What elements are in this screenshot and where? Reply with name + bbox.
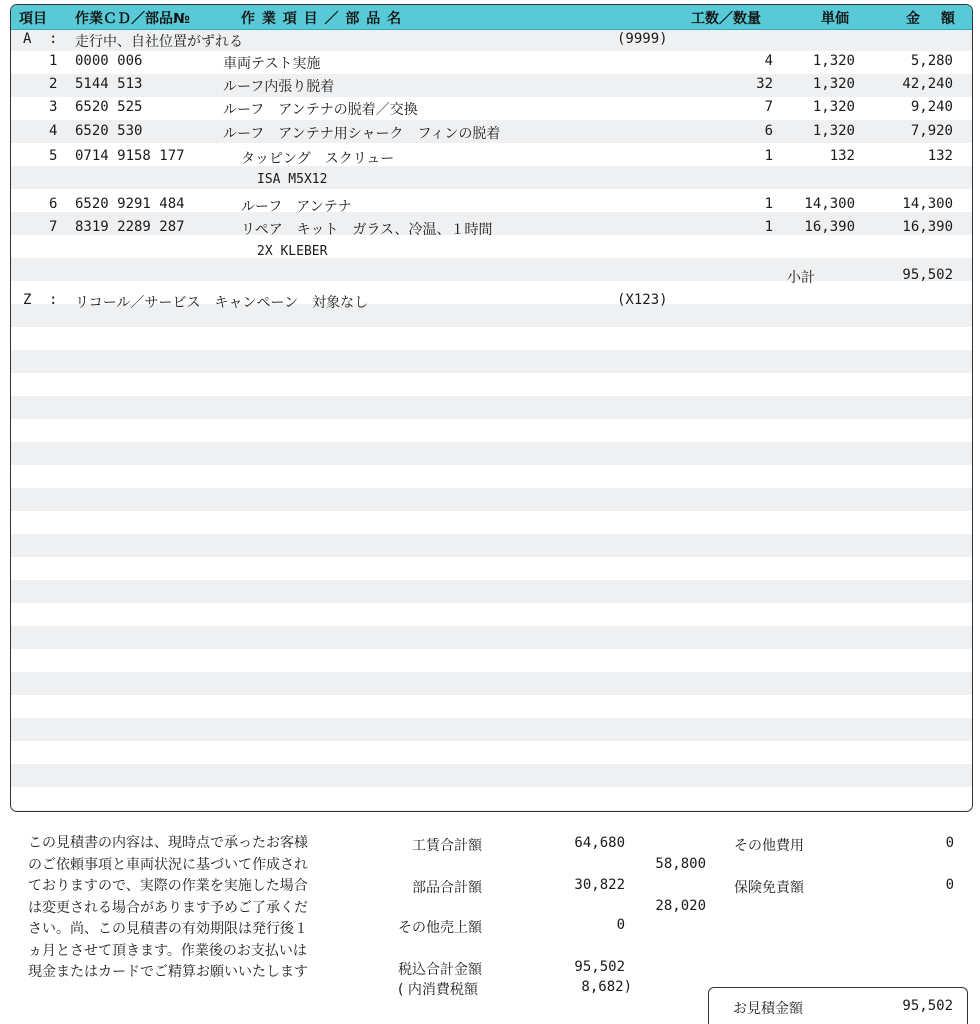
subtotal-value: 95,502 [902,267,953,283]
row-price: 16,390 [804,219,855,235]
estimate-table [10,4,973,812]
notice-line: この見積書の内容は、現時点で承ったお客様 [28,835,308,851]
header-amount: 金 額 [906,11,963,27]
row-name: 車両テスト実施 [223,56,321,72]
other-cost-label: その他費用 [734,838,804,854]
row-amount: 132 [927,148,953,164]
row-price: 1,320 [812,76,855,92]
tax-included-total-label: 税込合計金額 [398,962,482,978]
notice-line: ておりますので、実際の作業を実施した場合 [28,878,308,894]
row-qty: 1 [764,148,773,164]
parts-total-label: 部品合計額 [412,880,482,896]
notice-line: ヵ月とさせて頂きます。作業後のお支払いは [28,942,307,959]
labor-total-value: 64,680 [574,835,625,851]
row-no: 7 [49,219,58,235]
row-amount: 5,280 [910,53,953,69]
row-amount: 14,300 [902,196,953,212]
labor-total-label: 工賃合計額 [412,838,482,854]
insurance-deductible-label: 保険免責額 [734,880,804,896]
row-code: 5144 513 [75,76,143,92]
group-z-label: Z [23,292,32,308]
parts-total-sub: 28,020 [655,898,706,914]
group-a-title: 走行中、自社位置がずれる [75,34,243,50]
row-amount: 7,920 [910,123,953,139]
header-qty: 工数／数量 [691,11,761,27]
estimate-total-label: お見積金額 [733,1001,803,1017]
row-qty: 32 [756,76,773,92]
row-price: 1,320 [812,99,855,115]
row-no: 3 [49,99,58,115]
row-name: ルーフ内張り脱着 [223,79,335,95]
row-name: タッピング スクリュー [241,151,395,167]
other-sales-label: その他売上額 [398,920,482,936]
row-qty: 6 [764,123,773,139]
group-a-label: A [23,31,32,47]
notice-line: さい。尚、この見積書の有効期限は発行後１ [28,921,308,937]
row-qty: 1 [764,196,773,212]
row-no: 1 [49,53,58,69]
header-name: 作 業 項 目 ／ 部 品 名 [241,11,403,27]
tax-included-total-value: 95,502 [574,959,625,975]
row-subtext: 2X KLEBER [257,244,328,259]
estimate-total-box [708,987,968,1024]
row-no: 2 [49,76,58,92]
group-z-sep: : [49,292,58,308]
insurance-deductible-value: 0 [945,877,954,893]
estimate-notice [28,833,368,984]
estimate-total-value: 95,502 [902,998,953,1014]
row-no: 6 [49,196,58,212]
row-subtext: ISA M5X12 [257,172,328,187]
notice-line: のご依頼事項と車両状況に基づいて作成され [28,856,308,873]
other-cost-value: 0 [945,835,954,851]
row-qty: 7 [764,99,773,115]
row-no: 5 [49,148,58,164]
consumption-tax-label: ( 内消費税額 [398,982,478,998]
row-code: 6520 525 [75,99,143,115]
row-code: 0000 006 [75,53,143,69]
header-unit-price: 単価 [821,11,849,27]
group-z-title: リコール／サービス キャンペーン 対象なし [75,295,369,311]
header-code: 作業ＣＤ／部品№ [75,11,190,27]
row-name: ルーフ アンテナ [241,199,352,215]
parts-total-value: 30,822 [574,877,625,893]
row-name: リペア キット ガラス、冷温、１時間 [241,222,493,238]
labor-total-sub: 58,800 [655,856,706,872]
row-code: 0714 9158 177 [75,148,185,164]
row-name: ルーフ アンテナ用シャーク フィンの脱着 [223,126,501,142]
group-a-code: (9999) [617,31,668,47]
row-price: 132 [829,148,855,164]
row-amount: 42,240 [902,76,953,92]
subtotal-label: 小計 [787,270,815,286]
table-header [11,5,972,30]
consumption-tax-value: 8,682) [581,979,632,995]
row-price: 14,300 [804,196,855,212]
row-amount: 16,390 [902,219,953,235]
group-a-sep: : [49,31,58,47]
notice-line: 現金またはカードでご精算お願いいたします [28,964,308,980]
other-sales-value: 0 [616,917,625,933]
header-item: 項目 [19,11,47,27]
row-code: 8319 2289 287 [75,219,185,235]
row-code: 6520 9291 484 [75,196,185,212]
row-price: 1,320 [812,123,855,139]
row-no: 4 [49,123,58,139]
notice-line: は変更される場合があります予めご了承くだ [28,899,308,916]
row-name: ルーフ アンテナの脱着／交換 [223,102,418,118]
row-qty: 4 [764,53,773,69]
group-z-code: (X123) [617,292,668,308]
row-price: 1,320 [812,53,855,69]
row-qty: 1 [764,219,773,235]
row-amount: 9,240 [910,99,953,115]
row-code: 6520 530 [75,123,143,139]
